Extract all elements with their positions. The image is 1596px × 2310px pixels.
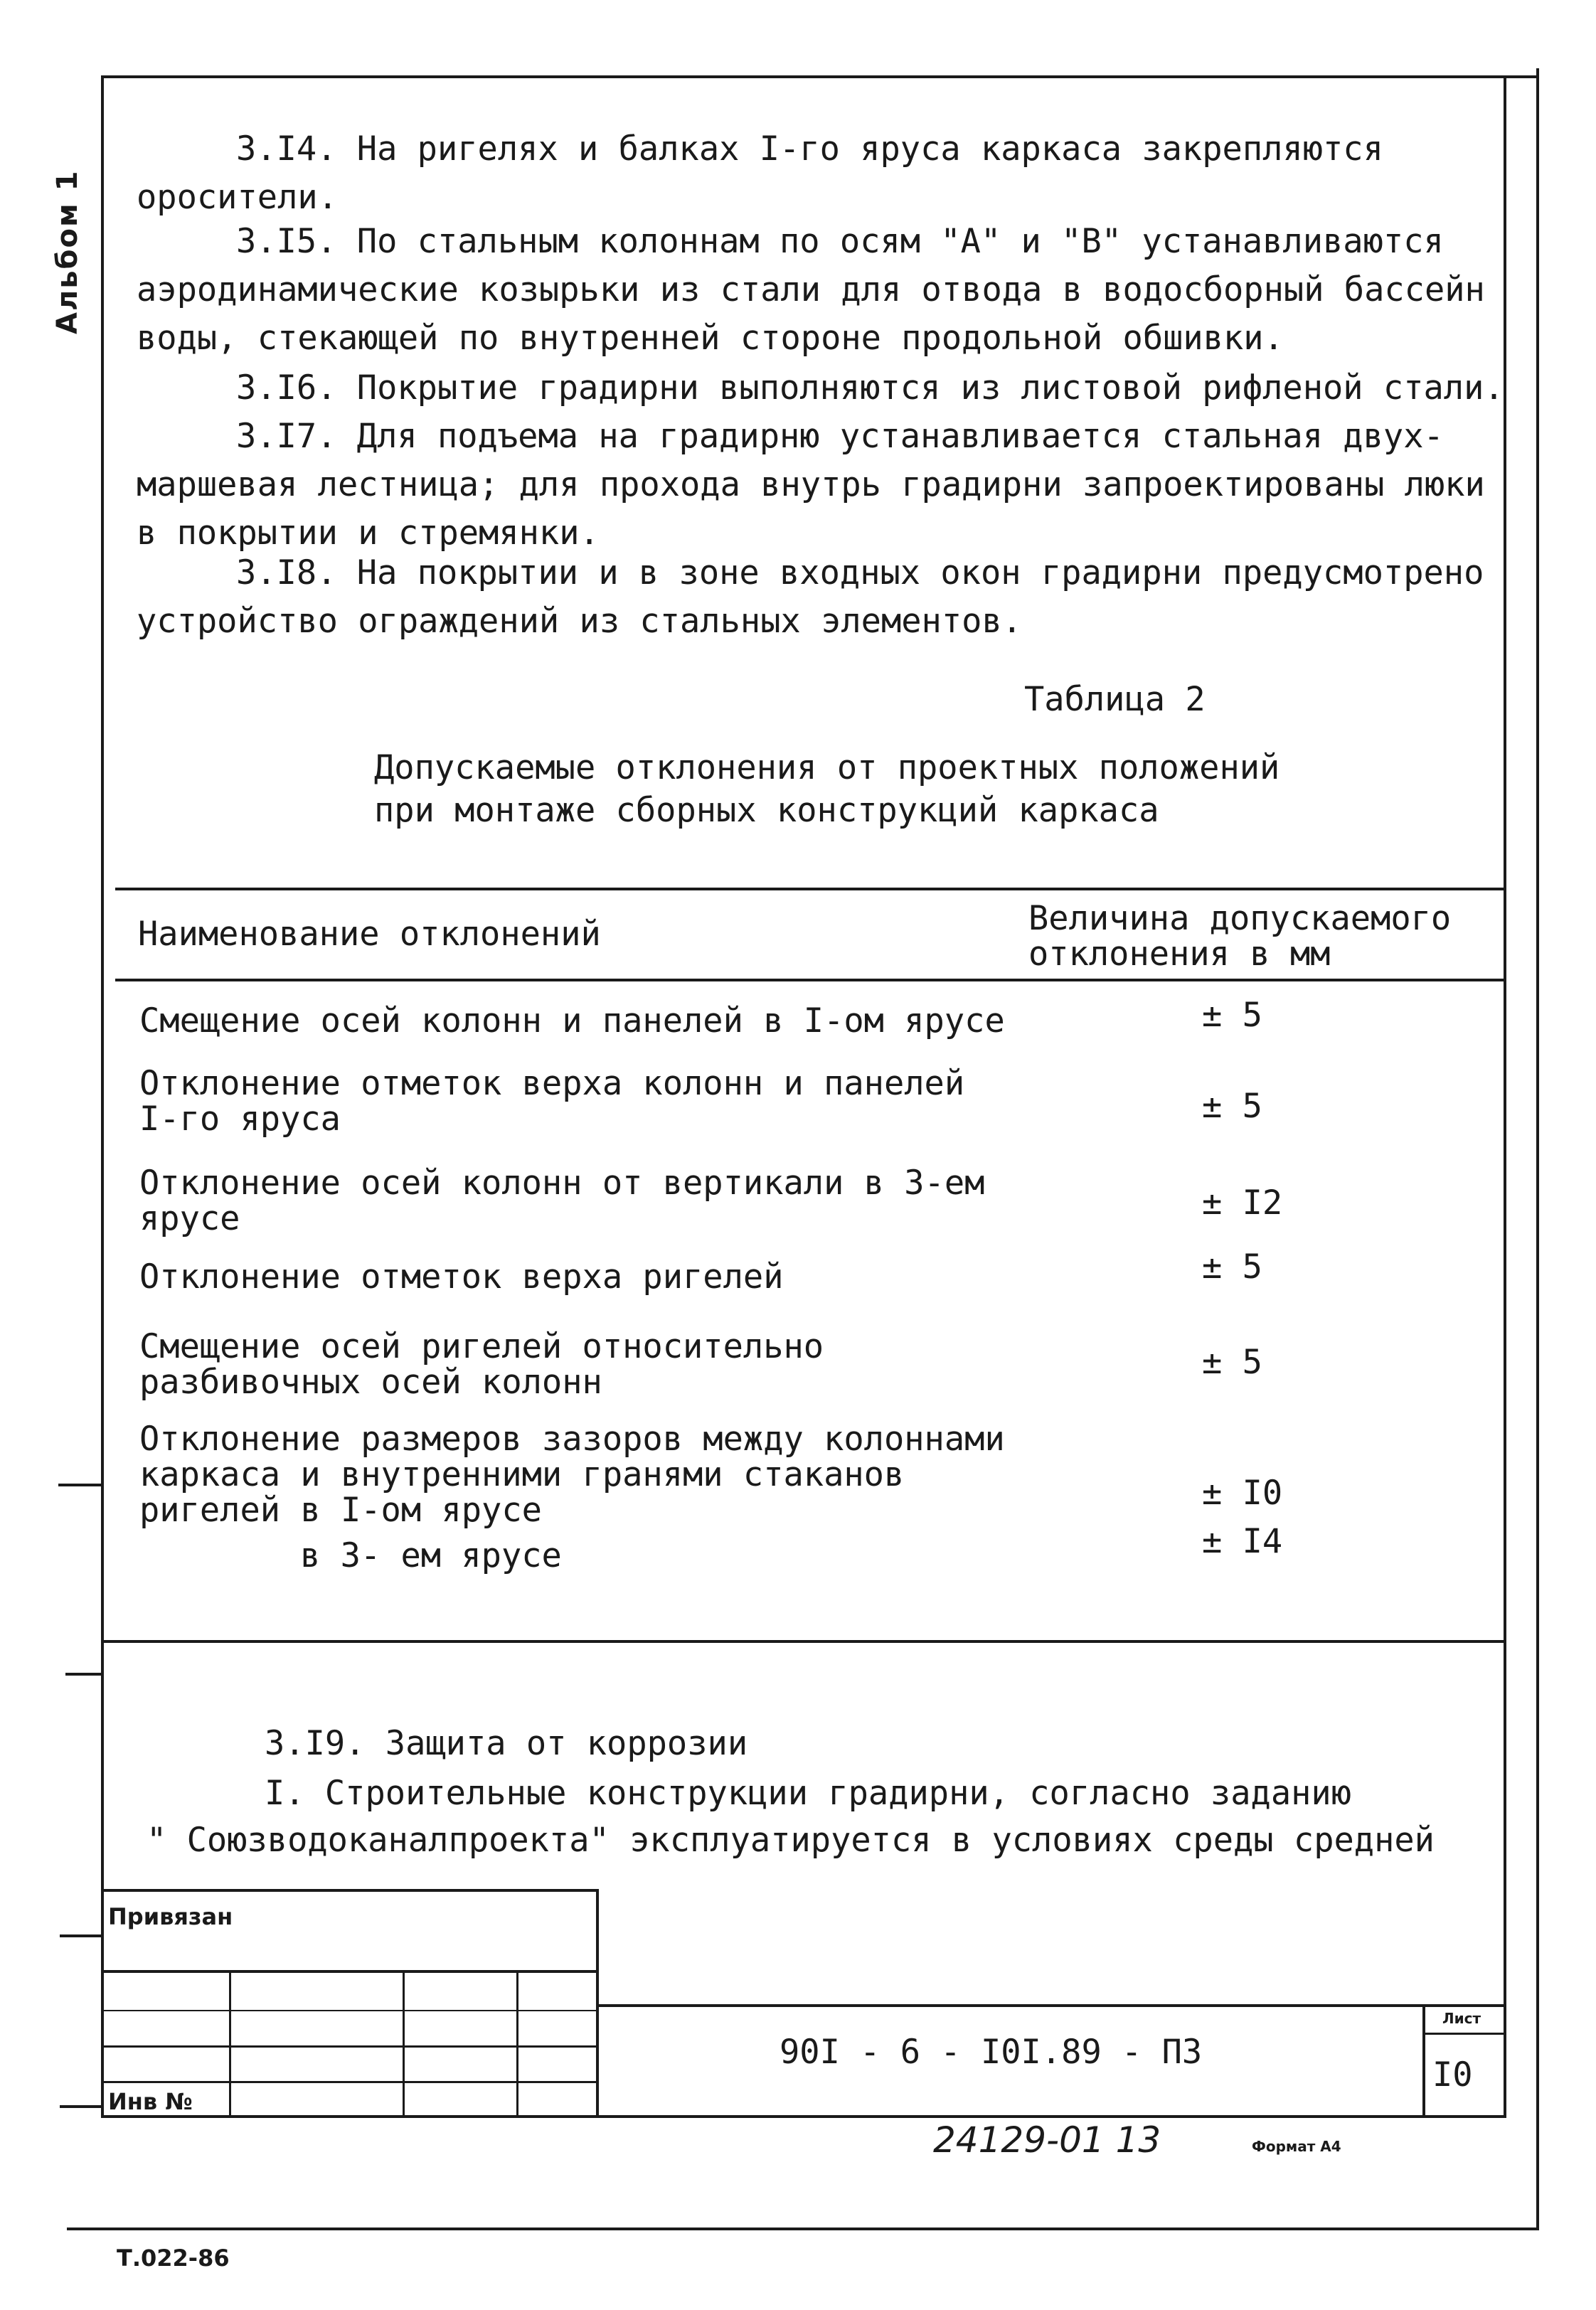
paragraph-line: 3.I8. На покрытии и в зоне входных окон градирни предусмотрено bbox=[236, 553, 1484, 592]
paragraph-3-16 bbox=[137, 364, 1504, 412]
margin-tick bbox=[60, 1934, 101, 1937]
table-row-value: ± I2 bbox=[1202, 1183, 1283, 1223]
section-3-19-line1: I. Строительные конструкции градирни, согласно заданию bbox=[265, 1774, 1352, 1813]
table-title-line1: Допускаемые отклонения от проектных положений bbox=[374, 748, 1280, 787]
sheet-box-left bbox=[1422, 2004, 1425, 2117]
table-top-rule bbox=[115, 888, 1504, 890]
table-row-value: ± I4 bbox=[1202, 1522, 1283, 1561]
table-row-value: ± 5 bbox=[1202, 996, 1262, 1035]
inv-no-label: Инв № bbox=[108, 2088, 193, 2115]
sheet-box-divider bbox=[1422, 2033, 1504, 2035]
table-col2-header-line2: отклонения в мм bbox=[1028, 935, 1331, 974]
table-label: Таблица 2 bbox=[1024, 680, 1206, 719]
album-side-label: Альбом 1 bbox=[51, 169, 84, 334]
table-col2-header-line1: Величина допускаемого bbox=[1028, 899, 1452, 938]
bottom-code: Т.022-86 bbox=[117, 2245, 230, 2272]
table-row-name: ригелей в I-ом ярусе bbox=[139, 1491, 542, 1530]
table-row-name: Смещение осей колонн и панелей в I-ом ярусе bbox=[139, 1001, 1005, 1040]
paragraph-line: 3.I7. Для подъема на градирню устанавливается стальная двух- bbox=[236, 417, 1444, 456]
margin-tick bbox=[65, 1673, 101, 1676]
frame-top bbox=[101, 75, 1539, 78]
paragraph-3-14 bbox=[137, 125, 1474, 222]
privyazan-label: Привязан bbox=[108, 1903, 233, 1930]
paragraph-line: аэродинамические козырьки из стали для отвода в водосборный бассейн bbox=[137, 270, 1485, 309]
section-3-19-heading: 3.I9. Защита от коррозии bbox=[265, 1724, 748, 1763]
stamp-top-rule bbox=[101, 1889, 599, 1892]
paragraph-line: оросители. bbox=[137, 178, 338, 217]
stamp-grid-col bbox=[229, 1970, 231, 2117]
frame-left bbox=[101, 77, 104, 2118]
table-row-name: в 3- ем ярусе bbox=[300, 1536, 562, 1575]
stamp-main-top bbox=[599, 2004, 1504, 2007]
stamp-grid-row bbox=[101, 2045, 599, 2048]
paragraph-line: маршевая лестница; для прохода внутрь градирни запроектированы люки bbox=[137, 465, 1485, 504]
format-label: Формат А4 bbox=[1252, 2138, 1341, 2155]
paragraph-line: 3.I5. По стальным колоннам по осям "А" и "В" устанавливаются bbox=[236, 222, 1444, 261]
table-header-rule bbox=[115, 979, 1504, 981]
handwritten-number: 24129-01 13 bbox=[933, 2119, 1161, 2161]
stamp-grid-col bbox=[403, 1970, 405, 2117]
table-row-value: ± 5 bbox=[1202, 1343, 1262, 1382]
table-row-name: Отклонение осей колонн от вертикали в 3-ем bbox=[139, 1164, 985, 1203]
paragraph-3-18 bbox=[137, 549, 1484, 646]
table-row-name: Смещение осей ригелей относительно bbox=[139, 1327, 824, 1366]
frame-right-outer bbox=[1536, 68, 1539, 2230]
table-col1-header: Наименование отклонений bbox=[138, 915, 601, 954]
paragraph-line: 3.I4. На ригелях и балках I-го яруса каркаса закрепляются bbox=[236, 129, 1383, 169]
frame-bottom bbox=[67, 2228, 1539, 2230]
table-row-name: ярусе bbox=[139, 1199, 240, 1238]
paragraph-3-17 bbox=[137, 412, 1485, 558]
paragraph-line: в покрытии и стремянки. bbox=[137, 513, 600, 553]
margin-tick bbox=[58, 1484, 101, 1486]
stamp-grid-row bbox=[101, 2081, 599, 2083]
sheet-number: I0 bbox=[1432, 2055, 1473, 2095]
table-row-value: ± 5 bbox=[1202, 1087, 1262, 1126]
stamp-bottom-rule bbox=[101, 2115, 1504, 2118]
sheet-label: Лист bbox=[1442, 2010, 1481, 2027]
table-bottom-rule bbox=[104, 1640, 1504, 1643]
stamp-rule bbox=[101, 1970, 599, 1973]
paragraph-line: воды, стекающей по внутренней стороне продольной обшивки. bbox=[137, 319, 1284, 358]
stamp-grid-row bbox=[101, 2010, 599, 2011]
table-row-name: разбивочных осей колонн bbox=[139, 1363, 602, 1402]
section-3-19-line2: " Союзводоканалпроекта" эксплуатируется в условиях среды средней bbox=[147, 1821, 1435, 1860]
stamp-right-rule bbox=[596, 1889, 599, 2118]
table-row-name: Отклонение размеров зазоров между колоннами bbox=[139, 1420, 1005, 1459]
table-row-name: каркаса и внутренними гранями стаканов bbox=[139, 1455, 905, 1494]
paragraph-3-15 bbox=[137, 218, 1485, 363]
table-row-name: Отклонение отметок верха колонн и панелей bbox=[139, 1064, 965, 1103]
table-row-name: Отклонение отметок верха ригелей bbox=[139, 1257, 784, 1297]
table-row-value: ± I0 bbox=[1202, 1474, 1283, 1513]
table-row-name: I-го яруса bbox=[139, 1100, 341, 1139]
paragraph-line: устройство ограждений из стальных элементов. bbox=[137, 602, 1023, 641]
margin-tick bbox=[60, 2105, 101, 2108]
table-row-value: ± 5 bbox=[1202, 1247, 1262, 1287]
paragraph-line: 3.I6. Покрытие градирни выполняются из листовой рифленой стали. bbox=[236, 368, 1504, 408]
table-title-line2: при монтаже сборных конструкций каркаса bbox=[374, 791, 1159, 830]
stamp-grid-col bbox=[516, 1970, 518, 2117]
document-code: 90I - 6 - I0I.89 - ПЗ bbox=[780, 2033, 1203, 2072]
